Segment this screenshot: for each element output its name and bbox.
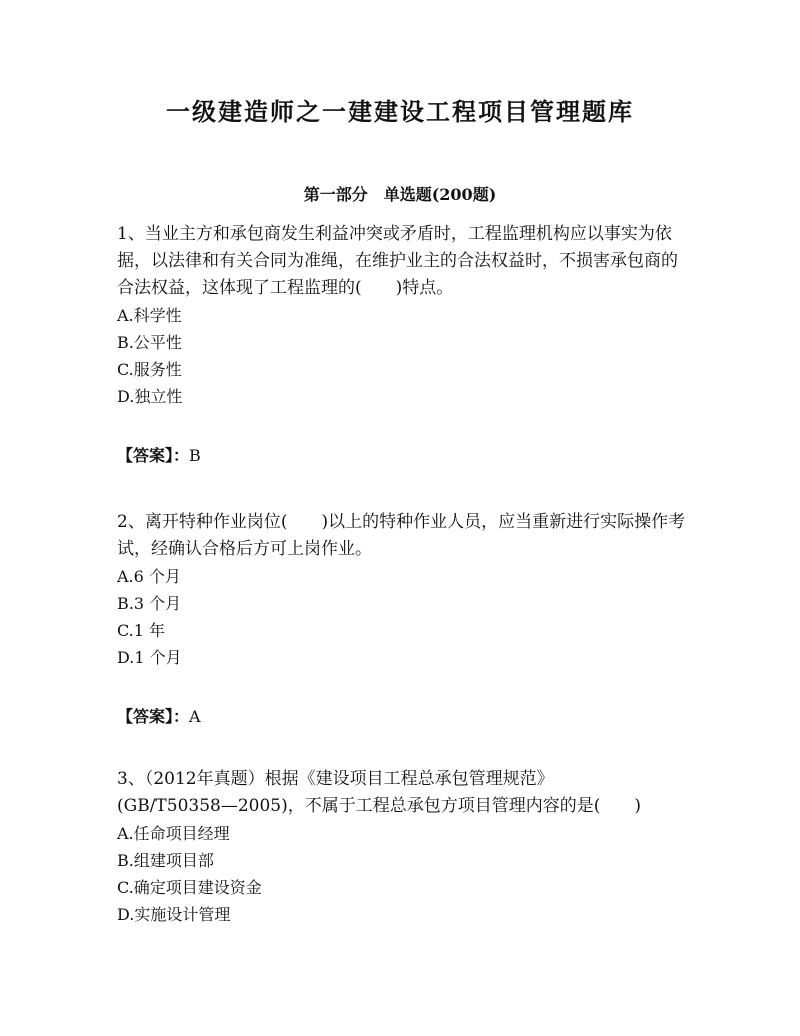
question-2-answer [117,704,201,727]
question-1-stem: 1、当业主方和承包商发生利益冲突或矛盾时，工程监理机构应以事实为依据，以法律和有关合同为准绳，在维护业主的合法权益时，不损害承包商的合法权益，这体现了工程监理的( )特点。 [117,224,678,298]
question-3-stem-line-2: (GB/T50358—2005)，不属于工程总承包方项目管理内容的是( ) [117,796,642,816]
question-3 [117,766,717,928]
question-3-option-b: B.组建项目部 [117,851,214,870]
answer-value: A [189,707,201,726]
question-2 [117,509,687,671]
question-2-option-d: D.1 个月 [117,648,182,667]
question-3-stem-line-1: 3、（2012年真题）根据《建设项目工程总承包管理规范》 [117,769,554,789]
question-1-option-c: C.服务性 [117,360,182,379]
answer-label: 【答案】： [117,446,190,465]
answer-value: B [189,446,201,465]
question-1-option-d: D.独立性 [117,387,183,406]
document-title: 一级建造师之一建建设工程项目管理题库 [166,97,634,126]
question-1-option-a: A.科学性 [117,306,182,325]
question-2-stem: 2、离开特种作业岗位( )以上的特种作业人员，应当重新进行实际操作考试，经确认合格后方可上岗作业。 [117,512,686,559]
question-3-option-d: D.实施设计管理 [117,905,231,924]
question-2-option-b: B.3 个月 [117,594,182,613]
question-3-option-a: A.任命项目经理 [117,824,230,843]
question-1 [117,221,687,410]
question-2-option-a: A.6 个月 [117,567,181,586]
question-1-answer [117,443,201,466]
question-3-option-c: C.确定项目建设资金 [117,878,262,897]
answer-label: 【答案】： [117,707,190,726]
section-heading: 第一部分 单选题(200题) [303,185,497,204]
question-1-option-b: B.公平性 [117,333,182,352]
question-2-option-c: C.1 年 [117,621,166,640]
